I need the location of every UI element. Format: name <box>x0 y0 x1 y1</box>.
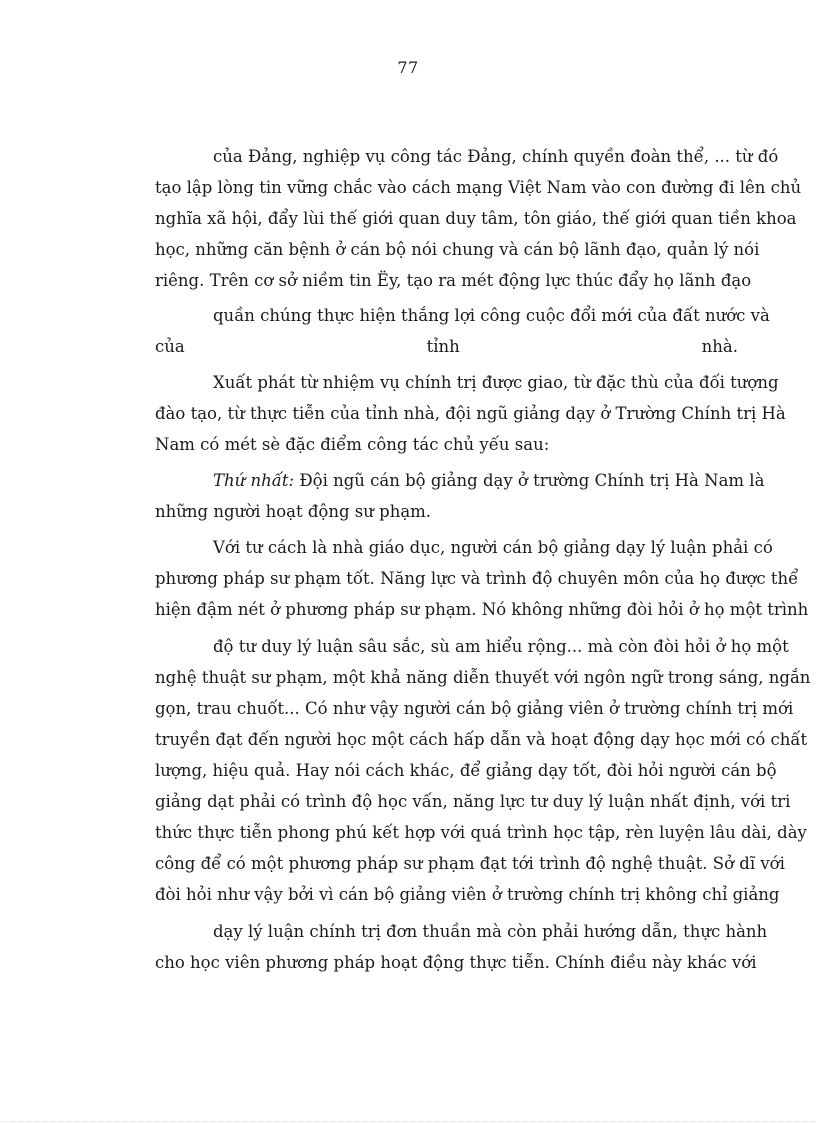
text-line: nghĩa xã hội, đẩy lùi thế giới quan duy tâm, tôn giáo, thế giới quan tiền khoa <box>155 209 797 228</box>
text-line: dạy lý luận chính trị đơn thuần mà còn phải hướng dẫn, thực hành <box>213 922 768 941</box>
text-line-with-emphasis <box>213 470 765 492</box>
page-number: 77 <box>397 58 419 77</box>
text-line: gọn, trau chuốt... Có như vậy người cán bộ giảng viên ở trường chính trị mới <box>155 699 794 718</box>
text-line: công để có một phương pháp sư phạm đạt tới trình độ nghệ thuật. Sở dĩ với <box>155 854 785 873</box>
text-line: quần chúng thực hiện thắng lợi công cuộc đổi mới của đất nước và <box>213 306 770 325</box>
page-bottom-divider <box>0 1121 816 1122</box>
text-line: thức thực tiễn phong phú kết hợp với quá trình học tập, rèn luyện lâu dài, dày <box>155 823 807 842</box>
text-line: tạo lập lòng tin vững chắc vào cách mạng Việt Nam vào con đường đi lên chủ <box>155 178 802 197</box>
text-line: truyền đạt đến người học một cách hấp dẫn và hoạt động dạy học mới có chất <box>155 730 808 749</box>
text-line: Với tư cách là nhà giáo dục, người cán bộ giảng dạy lý luận phải có <box>213 538 773 557</box>
text-line: đòi hỏi như vậy bởi vì cán bộ giảng viên ở trường chính trị không chỉ giảng <box>155 885 780 904</box>
emphasis-label: Thứ nhất: <box>213 471 295 490</box>
text-line: lượng, hiệu quả. Hay nói cách khác, để giảng dạy tốt, đòi hỏi người cán bộ <box>155 761 777 780</box>
text-line: độ tư duy lý luận sâu sắc, sù am hiểu rộng... mà còn đòi hỏi ở họ một <box>213 637 789 656</box>
text-line: những người hoạt động sư phạm. <box>155 502 432 521</box>
text-line: nghệ thuật sư phạm, một khả năng diễn thuyết với ngôn ngữ trong sáng, ngắn <box>155 668 811 687</box>
text-line: học, những căn bệnh ở cán bộ nói chung và cán bộ lãnh đạo, quản lý nói <box>155 240 760 259</box>
text-line: cho học viên phương pháp hoạt động thực tiễn. Chính điều này khác với <box>155 953 757 972</box>
text-line-content: Đội ngũ cán bộ giảng dạy ở trường Chính trị Hà Nam là <box>299 471 765 490</box>
text-line: của Đảng, nghiệp vụ công tác Đảng, chính quyền đoàn thể, ... từ đó <box>213 147 779 166</box>
text-line: riêng. Trên cơ sở niềm tin Ëy, tạo ra mét động lực thúc đẩy họ lãnh đạo <box>155 271 752 290</box>
text-line: hiện đậm nét ở phương pháp sư phạm. Nó không những đòi hỏi ở họ một trình <box>155 600 809 619</box>
text-line: của tỉnh nhà. <box>155 337 738 356</box>
text-line: Nam có mét sè đặc điểm công tác chủ yếu sau: <box>155 435 550 454</box>
text-line: phương pháp sư phạm tốt. Năng lực và trình độ chuyên môn của họ được thể <box>155 569 799 588</box>
text-line: đào tạo, từ thực tiễn của tỉnh nhà, đội ngũ giảng dạy ở Trường Chính trị Hà <box>155 404 786 423</box>
text-line: giảng dạt phải có trình độ học vấn, năng lực tư duy lý luận nhất định, với tri <box>155 792 791 811</box>
text-line: Xuất phát từ nhiệm vụ chính trị được giao, từ đặc thù của đối tượng <box>213 373 779 392</box>
